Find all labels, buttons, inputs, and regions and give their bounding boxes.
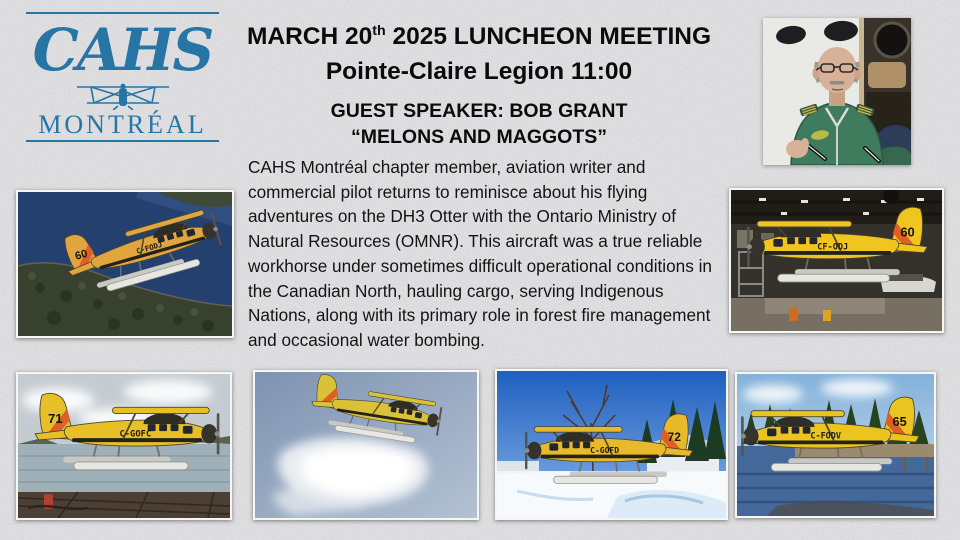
- cahs-montreal-logo: [20, 12, 225, 164]
- header-block: [240, 14, 718, 150]
- aerial-registration: C-FODJ: [135, 239, 164, 256]
- aerial-lake-photo: [16, 190, 234, 338]
- biplane-icon: [63, 82, 183, 110]
- water-bombing-photo-art: [255, 372, 477, 518]
- dock-photo: [16, 372, 232, 520]
- logo-bottom-rule: [26, 140, 219, 142]
- speaker-photo: [763, 18, 911, 165]
- dock-photo-art: [18, 374, 230, 518]
- winter-photo: [495, 369, 728, 520]
- lake-dock-photo: [735, 372, 936, 518]
- lake-dock-photo-art: [737, 374, 934, 516]
- water-bombing-photo: [253, 370, 479, 520]
- hangar-registration: CF-ODJ: [817, 242, 849, 253]
- meeting-venue: Pointe-Claire Legion 11:00: [325, 58, 633, 86]
- winter-registration: C-GOFD: [590, 446, 620, 455]
- ordinal-superscript: th: [372, 23, 386, 39]
- aerial-photo-art: [18, 192, 232, 336]
- hangar-tail-number: 60: [900, 224, 915, 240]
- aerial-tail-number: 60: [73, 247, 89, 263]
- hangar-photo: [729, 188, 944, 333]
- hangar-photo-art: [731, 190, 942, 331]
- dock-registration: C-GOFC: [119, 429, 152, 440]
- meeting-title: MARCH 20th 2025 LUNCHEON MEETING: [246, 23, 712, 51]
- speaker-photo-art: [763, 18, 911, 165]
- lakedock-tail-number: 65: [892, 414, 907, 429]
- guest-speaker-line: GUEST SPEAKER: BOB GRANT: [330, 100, 628, 123]
- winter-tail-number: 72: [667, 430, 681, 444]
- winter-photo-art: [497, 371, 726, 518]
- lakedock-registration: C-FODV: [810, 431, 842, 442]
- logo-city: MONTRÉAL: [38, 110, 207, 139]
- talk-title-line: “MELONS AND MAGGOTS”: [350, 126, 608, 149]
- dock-tail-number: 71: [47, 411, 63, 427]
- body-paragraph: CAHS Montréal chapter member, aviation writer and commercial pilot returns to reminisce about his flying adventures on the DH3 Otter with the Ontario Ministry of Natural Resources (OMNR). This aircraft was a true reliable workhorse under sometimes difficult operational conditions in the Canadian North, hauling cargo, serving Indigenous Nations, along with its primary role in forest fire management and occasional water bombing.: [248, 157, 712, 350]
- logo-acronym: CAHS: [32, 16, 213, 84]
